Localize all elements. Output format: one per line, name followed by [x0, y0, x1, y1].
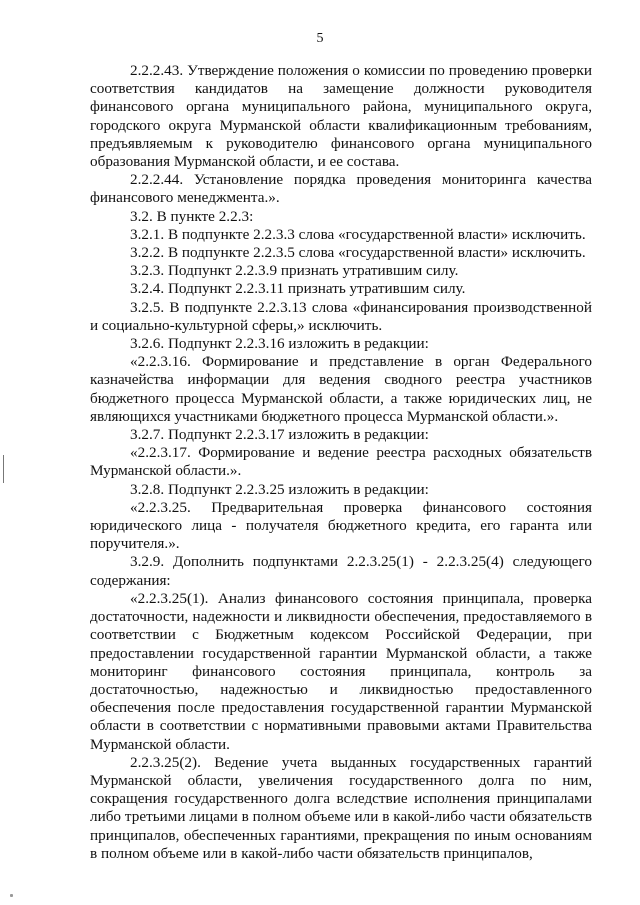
paragraph-3-2-1: 3.2.1. В подпункте 2.2.3.3 слова «государственной власти» исключить.	[130, 225, 586, 243]
paragraph-3-2-8: 3.2.8. Подпункт 2.2.3.25 изложить в редакции:	[130, 480, 429, 498]
paragraph-3-2-3: 3.2.3. Подпункт 2.2.3.9 признать утратившим силу.	[130, 262, 459, 280]
paragraph-3-2-2: 3.2.2. В подпункте 2.2.3.5 слова «государственной власти» исключить.	[130, 244, 586, 262]
paragraph-3-2-7: 3.2.7. Подпункт 2.2.3.17 изложить в редакции:	[130, 426, 429, 444]
paragraph-3-2-5: 3.2.5. В подпункте 2.2.3.13 слова «финансирования производственной и социально-культурной сферы,» исключить.	[90, 298, 592, 334]
paragraph-2-2-2-43: 2.2.2.43. Утверждение положения о комиссии по проведению проверки соответствия кандидатов на замещение должности руководителя финансового органа муниципального района, муниципального округа, городского округа Мурманской области квалификационным требованиям, предъявляемым к руководителю финансового органа муниципального образования Мурманской области, и ее состава.	[90, 62, 592, 171]
quote-2-2-3-16: «2.2.3.16. Формирование и представление в орган Федерального казначейства информации для ведения сводного реестра участников бюджетного процесса Мурманской области, а также юридических лиц, не являющихся участниками бюджетного процесса Мурманской области.».	[90, 353, 592, 425]
paragraph-3-2-6: 3.2.6. Подпункт 2.2.3.16 изложить в редакции:	[130, 335, 429, 353]
margin-scan-mark	[3, 455, 4, 483]
page-number: 5	[316, 31, 324, 46]
paragraph-3-2-9: 3.2.9. Дополнить подпунктами 2.2.3.25(1) - 2.2.3.25(4) следующего содержания:	[90, 553, 592, 589]
paragraph-2-2-2-44: 2.2.2.44. Установление порядка проведения мониторинга качества финансового менеджмента.».	[90, 171, 592, 207]
quote-2-2-3-25-1: «2.2.3.25(1). Анализ финансового состояния принципала, проверка достаточности, надежности и ликвидности обеспечения, предоставляемого в соответствии с Бюджетным кодексом Российской Федерации, при предоставлении государственной гарантии Мурманской области, а также мониторинг финансового состояния принципала, контроль за достаточностью, надежностью и ликвидностью предоставленного обеспечения после предоставления государственной гарантии Мурманской области в соответствии с нормативными правовыми актами Правительства Мурманской области.	[90, 589, 592, 753]
quote-2-2-3-17: «2.2.3.17. Формирование и ведение реестра расходных обязательств Мурманской области.».	[90, 444, 592, 480]
paragraph-2-2-3-25-2: 2.2.3.25(2). Ведение учета выданных государственных гарантий Мурманской области, увеличения государственного долга по ним, сокращения государственного долга вследствие исполнения принципалами либо третьими лицами в полном объеме или в какой-либо части обязательств принципалов, обеспеченных гарантиями, прекращения по иным основаниям в полном объеме или в какой-либо части обязательств принципалов,	[90, 753, 592, 862]
quote-2-2-3-25: «2.2.3.25. Предварительная проверка финансового состояния юридического лица - получателя бюджетного кредита, его гаранта или поручителя.».	[90, 498, 592, 553]
document-body	[90, 62, 592, 863]
margin-scan-dot	[10, 894, 13, 897]
paragraph-3-2-4: 3.2.4. Подпункт 2.2.3.11 признать утратившим силу.	[130, 280, 466, 298]
paragraph-3-2: 3.2. В пункте 2.2.3:	[130, 207, 254, 225]
